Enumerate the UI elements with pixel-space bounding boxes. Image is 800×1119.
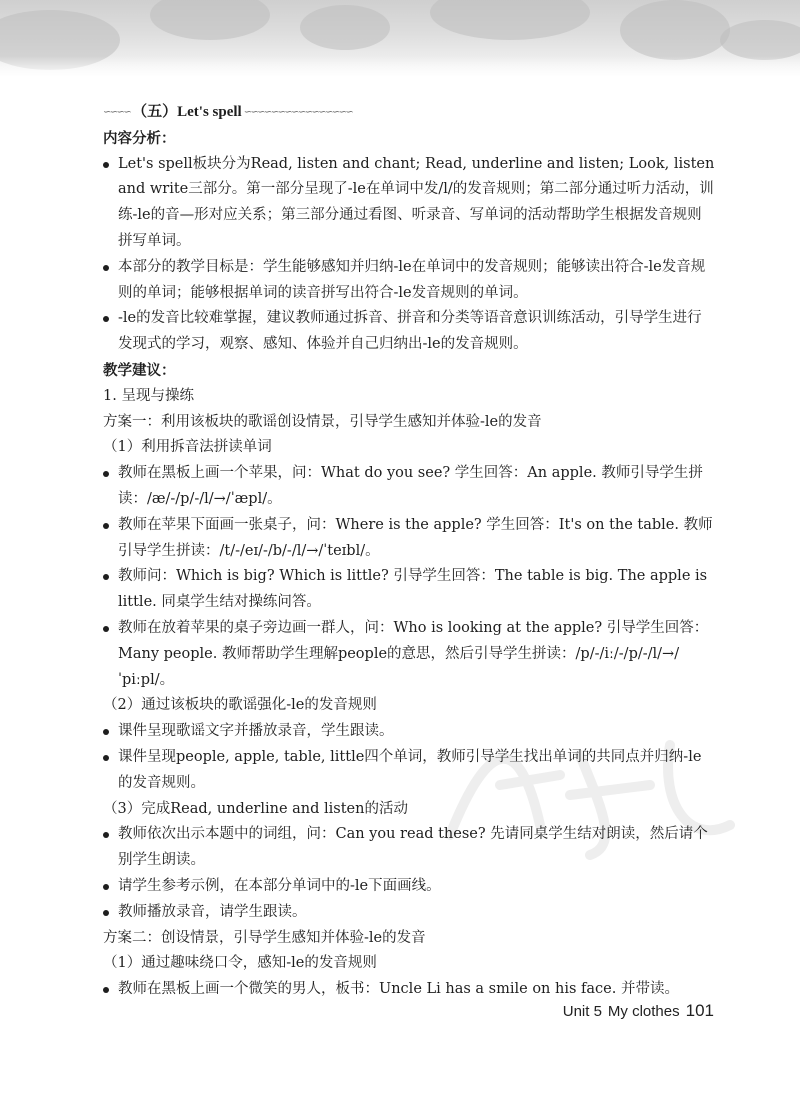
page-number: 101 bbox=[685, 1001, 714, 1020]
analysis-bullet: 本部分的教学目标是：学生能够感知并归纳-le在单词中的发音规则；能够读出符合-le发音规则的单词；能够根据单词的读音拼写出符合-le发音规则的单词。 bbox=[103, 255, 715, 307]
bullet-dot-icon bbox=[103, 884, 109, 890]
suggestions-heading: 教学建议： bbox=[103, 361, 176, 379]
plan-one-part1-bullet: 教师在放着苹果的桌子旁边画一群人，问：Who is looking at the apple? 引导学生回答：Many people. 教师帮助学生理解people的意思，然后引导学生拼读：/p/-/iː/-/p/-/l/→/ˈpiːpl/。 bbox=[103, 616, 715, 693]
plan-two-title: 方案二：创设情景，引导学生感知并体验-le的发音 bbox=[103, 929, 426, 946]
bullet-dot-icon bbox=[103, 729, 109, 735]
bullet-dot-icon bbox=[103, 574, 109, 580]
bullet-dot-icon bbox=[103, 265, 109, 271]
bullet-dot-icon bbox=[103, 316, 109, 322]
analysis-bullet: Let's spell板块分为Read, listen and chant; Read, underline and listen; Look, listen and write三部分。第一部分呈现了-le在单词中发/l/的发音规则；第二部分通过听力活动，训练-le的音—形对应关系；第三部分通过看图、听录音、写单词的活动帮助学生根据发音规则拼写单词。 bbox=[103, 152, 715, 255]
bullet-dot-icon bbox=[103, 471, 109, 477]
plan-one-part3-bullet: 教师依次出示本题中的词组，问：Can you read these? 先请同桌学生结对朗读，然后请个别学生朗读。 bbox=[103, 822, 715, 874]
plan-one-part2-bullet: 课件呈现歌谣文字并播放录音，学生跟读。 bbox=[103, 719, 715, 745]
plan-two-part1-title: （1）通过趣味绕口令，感知-le的发音规则 bbox=[103, 955, 377, 972]
plan-one-part3-bullet: 教师播放录音，请学生跟读。 bbox=[103, 900, 715, 926]
analysis-heading: 内容分析： bbox=[103, 129, 176, 147]
wavy-rule-right: ∽∽∽∽∽∽∽∽∽∽∽∽∽∽∽∽ bbox=[243, 107, 353, 118]
page-content bbox=[103, 100, 715, 1003]
footer-unit-title: My clothes bbox=[607, 1003, 680, 1020]
step-title: 1. 呈现与操练 bbox=[103, 387, 194, 404]
bullet-dot-icon bbox=[103, 832, 109, 838]
plan-one-part2-title: （2）通过该板块的歌谣强化-le的发音规则 bbox=[103, 697, 377, 714]
header-decoration-band bbox=[0, 0, 800, 76]
bullet-dot-icon bbox=[103, 626, 109, 632]
plan-one-part1-title: （1）利用拆音法拼读单词 bbox=[103, 439, 272, 456]
page-footer bbox=[563, 1001, 714, 1021]
plan-one-title: 方案一：利用该板块的歌谣创设情景，引导学生感知并体验-le的发音 bbox=[103, 413, 542, 430]
bullet-dot-icon bbox=[103, 523, 109, 529]
bullet-dot-icon bbox=[103, 987, 109, 993]
plan-one-part3-title: （3）完成Read, underline and listen的活动 bbox=[103, 800, 408, 817]
plan-one-part3-bullet: 请学生参考示例，在本部分单词中的-le下面画线。 bbox=[103, 874, 715, 900]
section-title bbox=[103, 100, 715, 126]
section-title-text: （五）Let's spell bbox=[132, 104, 242, 120]
wavy-rule-left: ∽∽∽∽ bbox=[103, 107, 131, 118]
plan-one-part1-bullet: 教师问：Which is big? Which is little? 引导学生回答：The table is big. The apple is little. 同桌学生结对操练问答。 bbox=[103, 564, 715, 616]
plan-two-part1-bullet: 教师在黑板上画一个微笑的男人，板书：Uncle Li has a smile on his face. 并带读。 bbox=[103, 977, 715, 1003]
bullet-dot-icon bbox=[103, 910, 109, 916]
bullet-dot-icon bbox=[103, 162, 109, 168]
plan-one-part1-bullet: 教师在苹果下面画一张桌子，问：Where is the apple? 学生回答：It's on the table. 教师引导学生拼读：/t/-/eɪ/-/b/-/l/→/ˈteɪbl/。 bbox=[103, 513, 715, 565]
plan-one-part2-bullet: 课件呈现people, apple, table, little四个单词，教师引导学生找出单词的共同点并归纳-le的发音规则。 bbox=[103, 745, 715, 797]
bullet-dot-icon bbox=[103, 755, 109, 761]
plan-one-part1-bullet: 教师在黑板上画一个苹果，问：What do you see? 学生回答：An apple. 教师引导学生拼读：/æ/-/p/-/l/→/ˈæpl/。 bbox=[103, 461, 715, 513]
analysis-bullet: -le的发音比较难掌握，建议教师通过拆音、拼音和分类等语音意识训练活动，引导学生进行发现式的学习，观察、感知、体验并自己归纳出-le的发音规则。 bbox=[103, 306, 715, 358]
footer-unit: Unit 5 bbox=[562, 1003, 602, 1020]
